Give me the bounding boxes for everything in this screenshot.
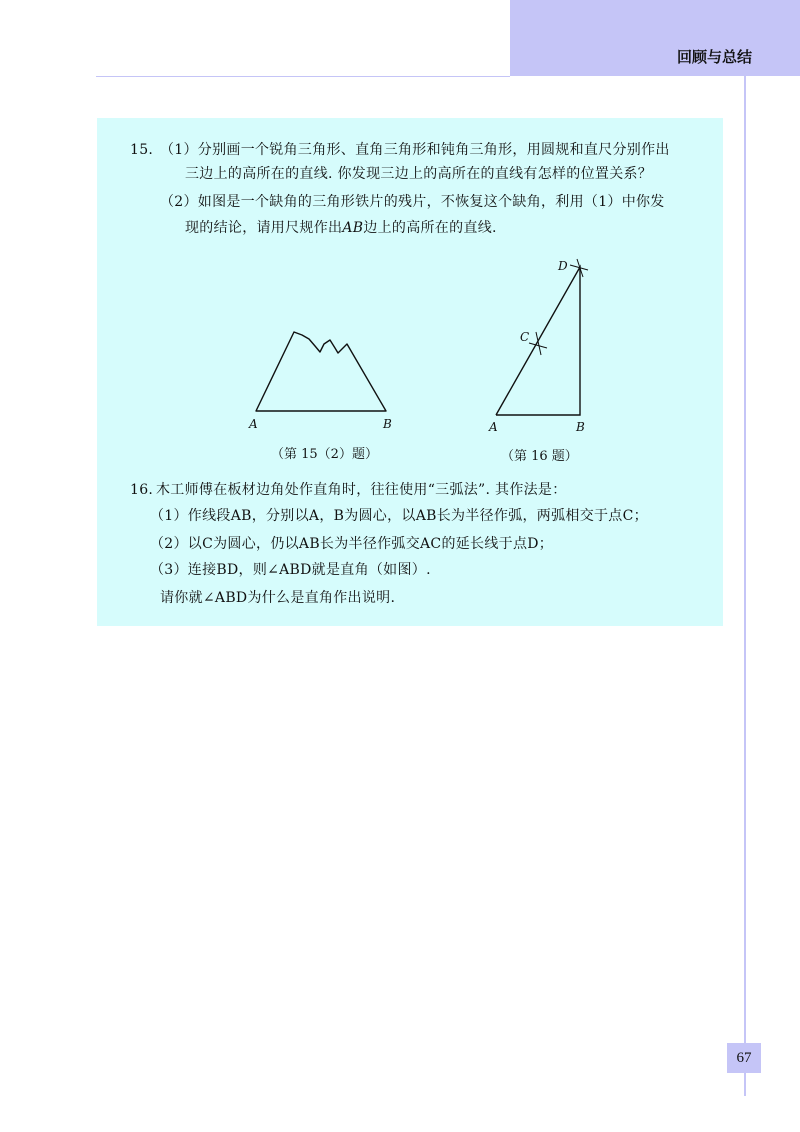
q16-question: 请你就∠ABD为什么是直角作出说明. <box>160 590 396 606</box>
fig15-caption: （第 15（2）题） <box>271 447 378 462</box>
fig16-caption: （第 16 题） <box>501 449 578 464</box>
fig16-label-b: B <box>576 420 585 434</box>
fig16-label-c: C <box>520 330 530 344</box>
q16-intro: 木工师傅在板材边角处作直角时，往往使用“三弧法”. 其作法是： <box>156 482 567 498</box>
arc-mark-c-1 <box>529 343 547 348</box>
q16-number: 16. <box>130 482 154 498</box>
fig16-label-d: D <box>558 259 568 273</box>
section-title: 回顾与总结 <box>676 48 752 66</box>
q15-part1-line1: （1）分别画一个锐角三角形、直角三角形和钝角三角形，用圆规和直尺分别作出 <box>160 142 670 158</box>
q15-part2-line2: 现的结论，请用尺规作出AB边上的高所在的直线. <box>185 220 497 236</box>
q16-step2: （2）以C为圆心，仍以AB长为半径作弧交AC的延长线于点D； <box>150 536 554 552</box>
q15-part2-line1: （2）如图是一个缺角的三角形铁片的残片，不恢复这个缺角，利用（1）中你发 <box>160 194 665 210</box>
q16-step1: （1）作线段AB，分别以A，B为圆心，以AB长为半径作弧，两弧相交于点C； <box>150 508 648 524</box>
q15-number: 15. <box>130 142 154 158</box>
q16-step3: （3）连接BD，则∠ABD就是直角（如图）. <box>150 562 431 578</box>
broken-triangle <box>256 332 386 411</box>
q15-part1-line2: 三边上的高所在的直线. 你发现三边上的高所在的直线有怎样的位置关系？ <box>185 166 653 182</box>
fig15-label-a: A <box>249 417 258 431</box>
page-number: 67 <box>727 1043 761 1073</box>
fig15-label-b: B <box>383 417 392 431</box>
fig16-label-a: A <box>489 420 498 434</box>
